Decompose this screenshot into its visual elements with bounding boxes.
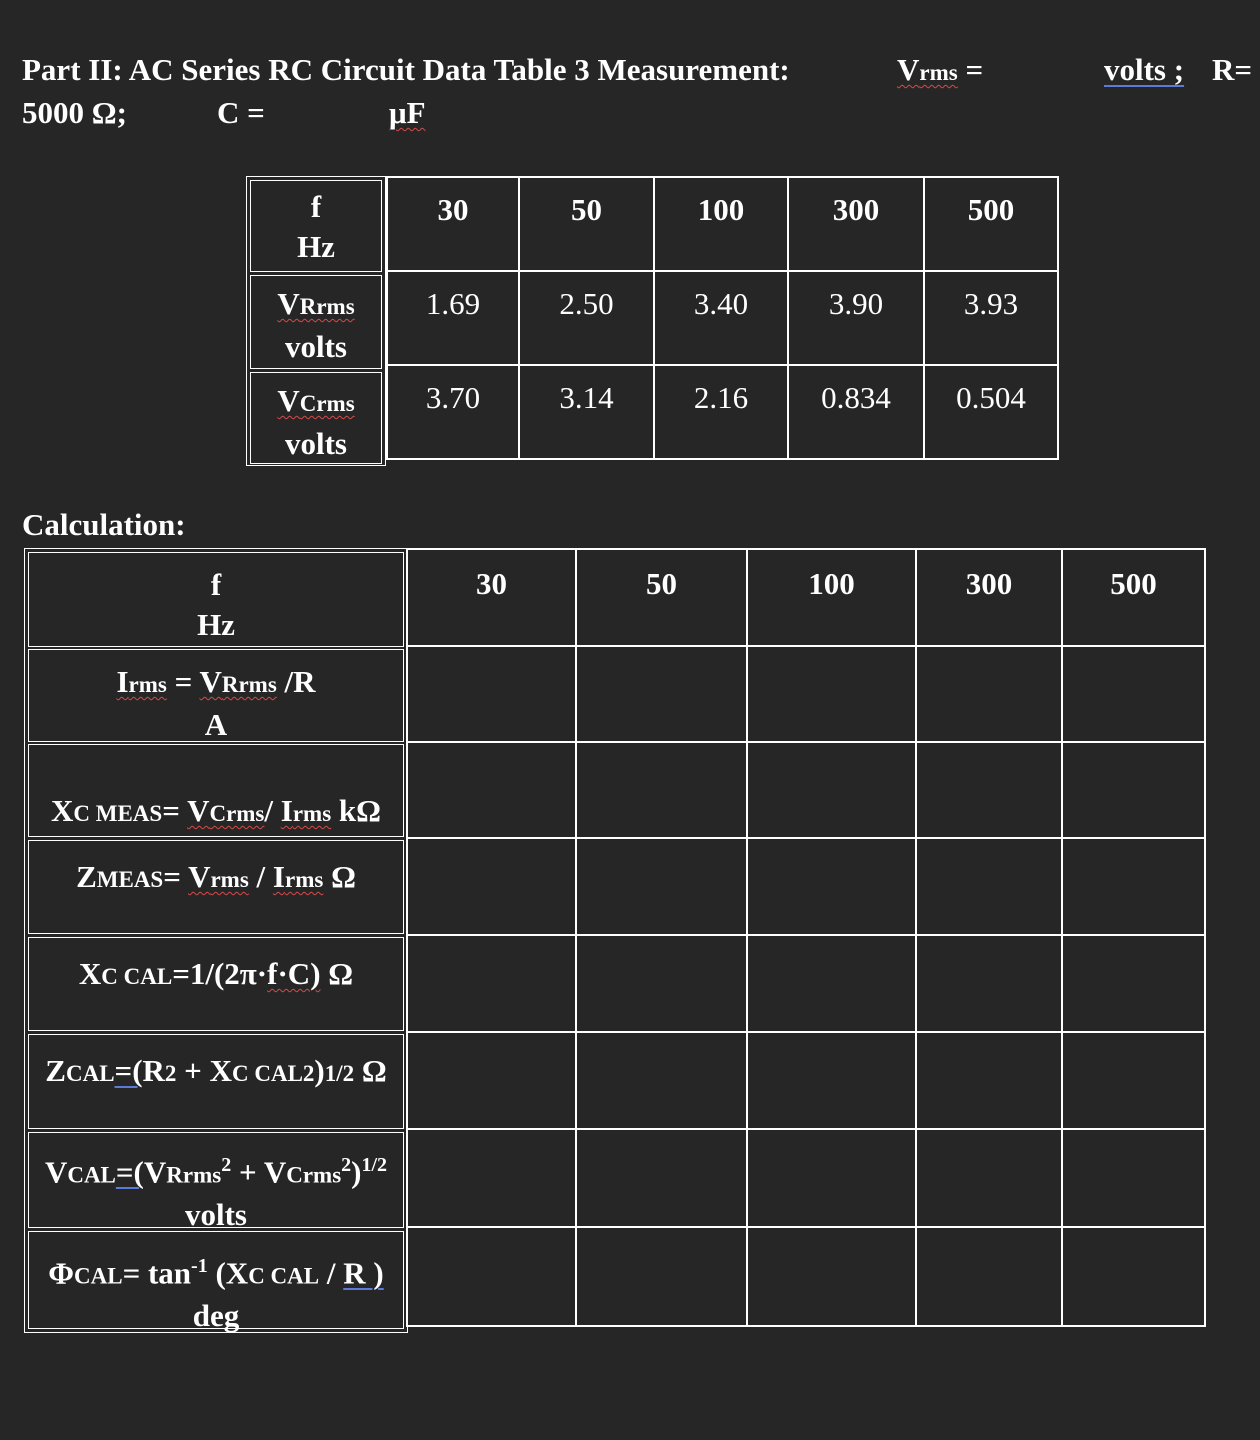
- calc-freq-cell: 30: [407, 549, 576, 646]
- vr-rms-cell: 3.90: [788, 271, 924, 365]
- blank-cell[interactable]: [407, 935, 576, 1032]
- vr-rms-row: [387, 271, 1058, 365]
- blank-cell[interactable]: [1062, 1129, 1205, 1227]
- vc-rms-cell: 3.70: [387, 365, 519, 459]
- vc-rms-cell: 0.834: [788, 365, 924, 459]
- blank-cell[interactable]: [407, 838, 576, 935]
- blank-cell[interactable]: [576, 646, 747, 742]
- calc-z-meas-row: [407, 838, 1205, 935]
- calculation-title: Calculation:: [22, 507, 186, 542]
- blank-cell[interactable]: [407, 1227, 576, 1326]
- blank-cell[interactable]: [747, 838, 916, 935]
- blank-cell[interactable]: [747, 1129, 916, 1227]
- vc-rms-cell: 2.16: [654, 365, 788, 459]
- r-label: R=: [1212, 52, 1253, 87]
- blank-cell[interactable]: [576, 838, 747, 935]
- freq-cell: 30: [387, 177, 519, 271]
- blank-cell[interactable]: [916, 838, 1062, 935]
- blank-cell[interactable]: [747, 646, 916, 742]
- blank-cell[interactable]: [1062, 1227, 1205, 1326]
- calc-header-frequency: f Hz: [28, 552, 404, 647]
- vc-rms-cell: 0.504: [924, 365, 1058, 459]
- calc-header-xc-cal: XC CAL=1/(2π·f·C) Ω: [28, 937, 404, 1031]
- c-label: C =: [217, 95, 265, 130]
- blank-cell[interactable]: [747, 1227, 916, 1326]
- vr-rms-cell: 2.50: [519, 271, 654, 365]
- calc-header-v-cal: VCAL=(VRrms$^2$ + VCrms$^2$)$^{1/2}$ volts: [28, 1132, 404, 1228]
- calc-freq-cell: 500: [1062, 549, 1205, 646]
- blank-cell[interactable]: [916, 1227, 1062, 1326]
- blank-cell[interactable]: [916, 935, 1062, 1032]
- header-vr-rms: VRrms volts: [250, 275, 382, 369]
- blank-cell[interactable]: [747, 935, 916, 1032]
- header-vc-rms: VCrms volts: [250, 372, 382, 464]
- blank-cell[interactable]: [747, 1032, 916, 1129]
- blank-cell[interactable]: [576, 1032, 747, 1129]
- calculation-header-column: [24, 548, 408, 1333]
- calc-xc-cal-row: [407, 935, 1205, 1032]
- r-value: 5000 Ω;: [22, 95, 127, 130]
- blank-cell[interactable]: [1062, 935, 1205, 1032]
- calc-frequency-row: [407, 549, 1205, 646]
- blank-cell[interactable]: [916, 1129, 1062, 1227]
- calc-freq-cell: 50: [576, 549, 747, 646]
- freq-cell: 500: [924, 177, 1058, 271]
- blank-cell[interactable]: [407, 742, 576, 838]
- vr-rms-cell: 3.93: [924, 271, 1058, 365]
- calc-header-irms: Irms = VRrms /R A: [28, 649, 404, 742]
- blank-cell[interactable]: [1062, 742, 1205, 838]
- vr-rms-cell: 1.69: [387, 271, 519, 365]
- blank-cell[interactable]: [916, 742, 1062, 838]
- calc-header-z-meas: ZMEAS= Vrms / Irms Ω: [28, 840, 404, 934]
- blank-cell[interactable]: [407, 646, 576, 742]
- calc-irms-row: [407, 646, 1205, 742]
- heading-title: Part II: AC Series RC Circuit Data Table 3 Measurement:: [22, 52, 790, 87]
- vr-rms-cell: 3.40: [654, 271, 788, 365]
- measurement-header-column: [246, 176, 386, 466]
- volts-label: volts ;: [1104, 52, 1185, 87]
- page-heading: [22, 48, 1260, 134]
- freq-cell: 100: [654, 177, 788, 271]
- vc-rms-row: [387, 365, 1058, 459]
- blank-cell[interactable]: [747, 742, 916, 838]
- blank-cell[interactable]: [407, 1129, 576, 1227]
- calc-header-xc-meas: XC MEAS= VCrms/ Irms kΩ: [28, 744, 404, 837]
- vrms-label: Vrms =: [897, 52, 984, 87]
- calculation-table: [406, 548, 1206, 1327]
- calc-header-phi-cal: $\Phi CAL= \tan^{-1} (XC$ CAL / R ) deg: [28, 1231, 404, 1329]
- uf-label: μF: [389, 95, 426, 130]
- calc-xc-meas-row: [407, 742, 1205, 838]
- header-frequency: f Hz: [250, 180, 382, 272]
- blank-cell[interactable]: [576, 1227, 747, 1326]
- calc-freq-cell: 300: [916, 549, 1062, 646]
- frequency-row: [387, 177, 1058, 271]
- blank-cell[interactable]: [1062, 646, 1205, 742]
- calc-phi-cal-row: [407, 1227, 1205, 1326]
- blank-cell[interactable]: [916, 1032, 1062, 1129]
- blank-cell[interactable]: [1062, 1032, 1205, 1129]
- calc-freq-cell: 100: [747, 549, 916, 646]
- blank-cell[interactable]: [407, 1032, 576, 1129]
- blank-cell[interactable]: [576, 1129, 747, 1227]
- freq-cell: 50: [519, 177, 654, 271]
- blank-cell[interactable]: [576, 742, 747, 838]
- calc-v-cal-row: [407, 1129, 1205, 1227]
- measurement-table: [386, 176, 1059, 460]
- blank-cell[interactable]: [576, 935, 747, 1032]
- freq-cell: 300: [788, 177, 924, 271]
- calc-z-cal-row: [407, 1032, 1205, 1129]
- vc-rms-cell: 3.14: [519, 365, 654, 459]
- blank-cell[interactable]: [916, 646, 1062, 742]
- calc-header-z-cal: ZCAL=(R2 + XC CAL2)1/2 Ω: [28, 1034, 404, 1129]
- blank-cell[interactable]: [1062, 838, 1205, 935]
